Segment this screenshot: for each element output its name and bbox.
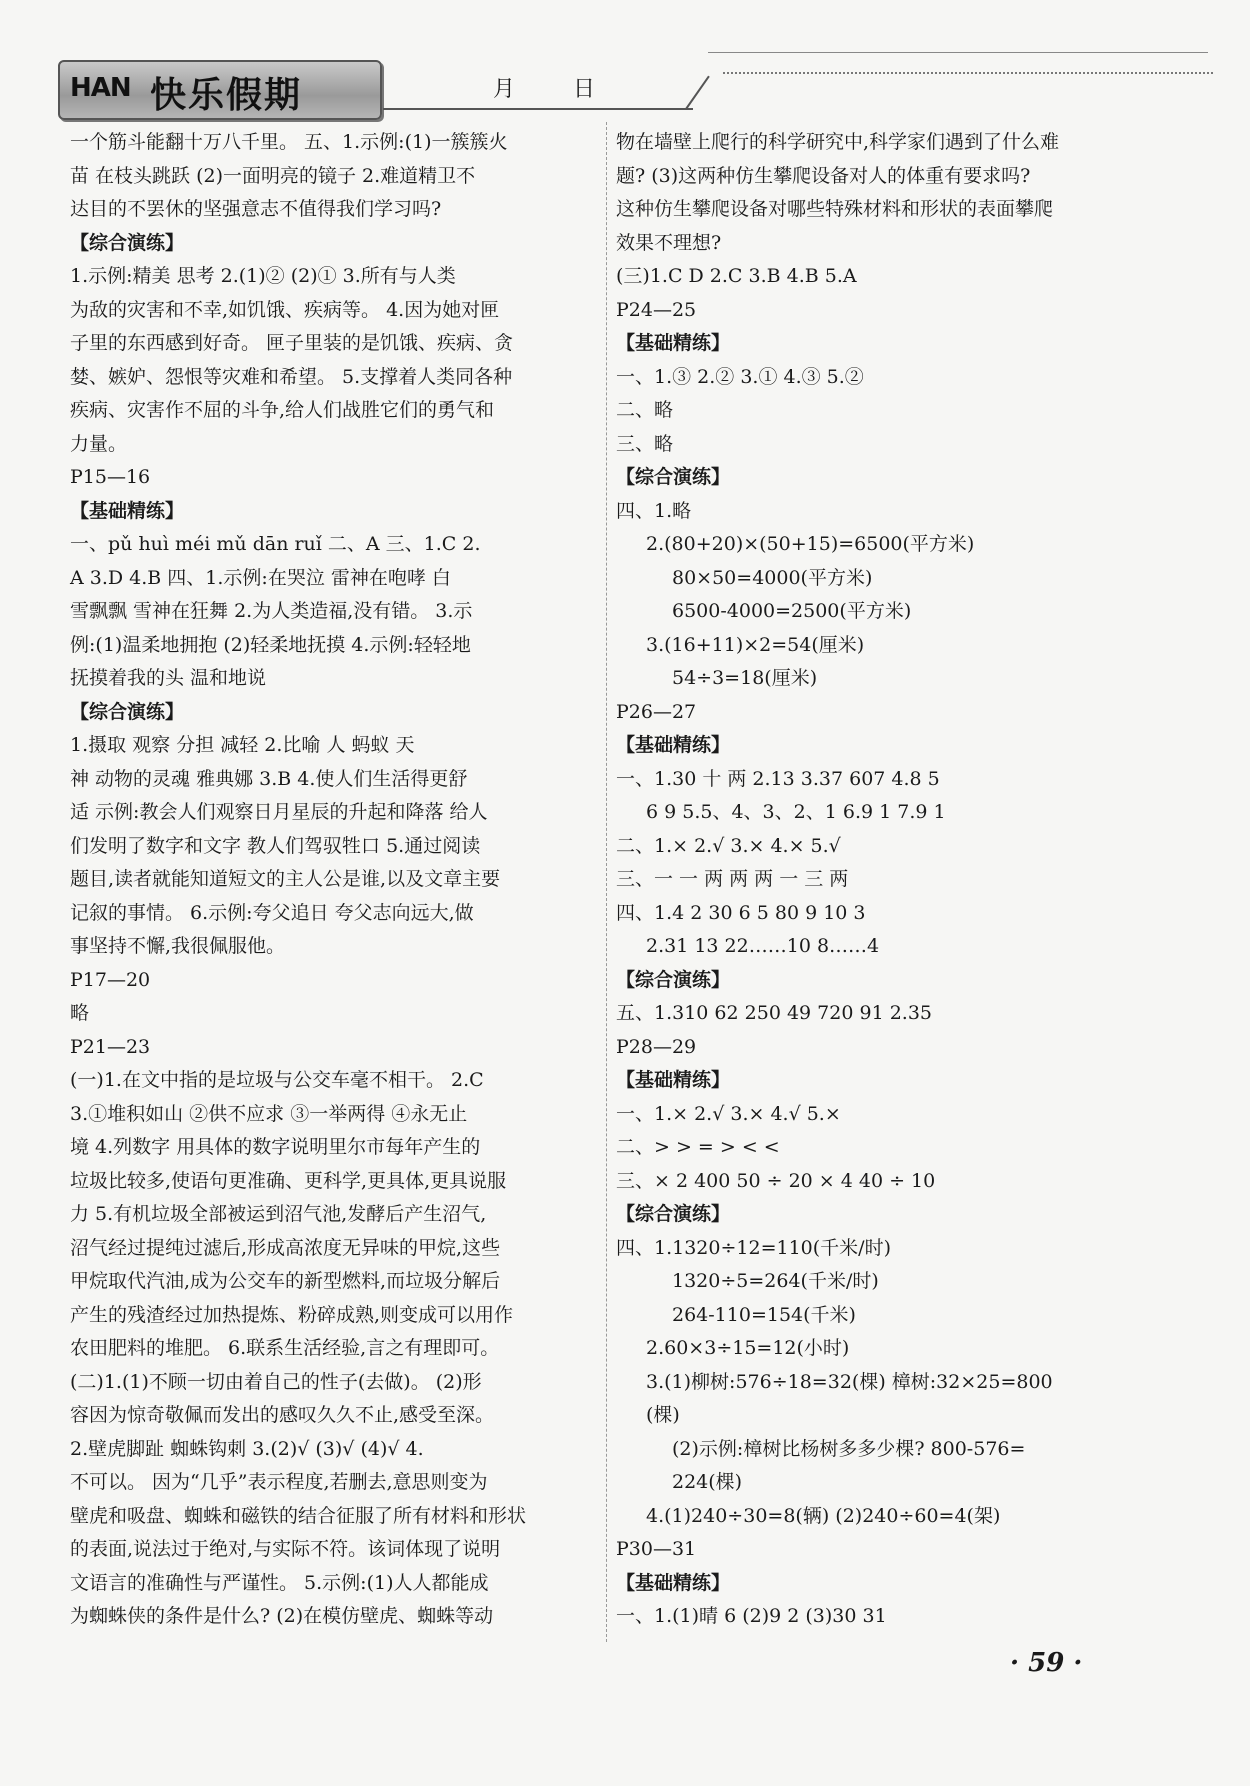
date-field — [383, 66, 693, 110]
answer-line: 6 9 5.5、4、3、2、1 6.9 1 7.9 1 — [646, 801, 946, 823]
answer-line: 甲烷取代汽油,成为公交车的新型燃料,而垃圾分解后 — [70, 1270, 501, 1292]
answer-line: P24—25 — [616, 298, 697, 321]
answer-line: 【综合演练】 — [70, 700, 185, 723]
answer-line: 【综合演练】 — [616, 968, 731, 991]
answer-line: 沼气经过提纯过滤后,形成高浓度无异味的甲烷,这些 — [70, 1236, 501, 1259]
answer-line: 垃圾比较多,使语句更准确、更科学,更具体,更具说服 — [70, 1169, 507, 1192]
answer-line: (一)1.在文中指的是垃圾与公交车毫不相干。 2.C — [70, 1069, 484, 1091]
answer-line: (二)1.(1)不顾一切由着自己的性子(去做)。 (2)形 — [70, 1370, 482, 1393]
answer-line: 物在墙壁上爬行的科学研究中,科学家们遇到了什么难 — [616, 131, 1060, 153]
answer-line: 80×50=4000(平方米) — [672, 566, 873, 589]
answer-line: P28—29 — [616, 1035, 697, 1058]
left-column — [70, 126, 598, 1634]
answer-line: 一个筋斗能翻十万八千里。 五、1.示例:(1)一簇簇火 — [70, 131, 508, 153]
answer-line: 三、一 一 两 两 两 一 三 两 — [616, 868, 849, 890]
answer-line: 2.31 13 22……10 8……4 — [646, 935, 880, 957]
answer-line: 2.壁虎脚趾 蜘蛛钩刺 3.(2)√ (3)√ (4)√ 4. — [70, 1437, 424, 1460]
answer-line: 【综合演练】 — [616, 1203, 731, 1225]
answer-line: 文语言的准确性与严谨性。 5.示例:(1)人人都能成 — [70, 1571, 489, 1594]
answer-line: (棵) — [646, 1404, 680, 1426]
month-label: 月 — [493, 77, 516, 102]
answer-line: 【基础精练】 — [616, 332, 731, 354]
answer-line: 的表面,说法过于绝对,与实际不符。该词体现了说明 — [70, 1538, 501, 1560]
answer-line: 为蜘蛛侠的条件是什么? (2)在模仿壁虎、蜘蛛等动 — [70, 1605, 494, 1627]
answer-line: 54÷3=18(厘米) — [672, 667, 818, 689]
answer-line: 264-110=154(千米) — [672, 1303, 856, 1326]
day-label: 日 — [573, 77, 596, 102]
answer-line: 二、略 — [616, 399, 674, 421]
answer-line: 不可以。 因为“几乎”表示程度,若删去,意思则变为 — [70, 1471, 488, 1493]
answer-line: 3.(16+11)×2=54(厘米) — [646, 633, 865, 656]
answer-line: 一、1.30 十 两 2.13 3.37 607 4.8 5 — [616, 767, 940, 790]
answer-line: 们发明了数字和文字 教人们驾驭牲口 5.通过阅读 — [70, 834, 481, 857]
answer-line: 题? (3)这两种仿生攀爬设备对人的体重有要求吗? — [616, 164, 1031, 187]
answer-line: A 3.D 4.B 四、1.示例:在哭泣 雷神在咆哮 白 — [70, 566, 451, 589]
answer-line: 略 — [70, 1002, 90, 1024]
answer-line: 农田肥料的堆肥。 6.联系生活经验,言之有理即可。 — [70, 1337, 500, 1359]
right-column — [616, 126, 1178, 1634]
answer-line: 神 动物的灵魂 雅典娜 3.B 4.使人们生活得更舒 — [70, 767, 468, 790]
answer-line: 2.60×3÷15=12(小时) — [646, 1337, 850, 1359]
page-header — [58, 52, 1158, 122]
answer-line: 1320÷5=264(千米/时) — [672, 1270, 879, 1292]
answer-line: 1.摄取 观察 分担 减轻 2.比喻 人 蚂蚁 天 — [70, 734, 415, 756]
answer-line: 【基础精练】 — [70, 499, 185, 522]
answer-line: 3.(1)柳树:576÷18=32(棵) 樟树:32×25=800 — [646, 1370, 1053, 1393]
answer-line: (三)1.C D 2.C 3.B 4.B 5.A — [616, 265, 857, 287]
answer-line: 抚摸着我的头 温和地说 — [70, 667, 267, 689]
answer-line: 题目,读者就能知道短文的主人公是谁,以及文章主要 — [70, 868, 501, 890]
answer-line: 效果不理想? — [616, 231, 722, 254]
header-top-rule — [708, 52, 1208, 53]
logo-title: 快乐假期 — [150, 75, 303, 116]
answer-line: 婪、嫉妒、怨恨等灾难和希望。 5.支撑着人类同各种 — [70, 365, 513, 388]
answer-line: 一、1.(1)晴 6 (2)9 2 (3)30 31 — [616, 1605, 887, 1627]
answer-line: 四、1.略 — [616, 499, 692, 522]
answer-line: 达目的不罢休的坚强意志不值得我们学习吗? — [70, 198, 442, 220]
answer-line: 这种仿生攀爬设备对哪些特殊材料和形状的表面攀爬 — [616, 198, 1054, 220]
answer-line: 三、× 2 400 50 ÷ 20 × 4 40 ÷ 10 — [616, 1169, 936, 1192]
answer-line: 一、1.③ 2.② 3.① 4.③ 5.② — [616, 365, 864, 388]
answer-line: 【基础精练】 — [616, 1571, 731, 1594]
answer-line: 四、1.1320÷12=110(千米/时) — [616, 1236, 891, 1259]
answer-line: (2)示例:樟树比杨树多多少棵? 800-576= — [672, 1437, 1026, 1460]
answer-line: 力 5.有机垃圾全部被运到沼气池,发酵后产生沼气, — [70, 1203, 487, 1225]
answer-line: 2.(80+20)×(50+15)=6500(平方米) — [646, 533, 975, 555]
answer-line: 一、1.× 2.√ 3.× 4.√ 5.× — [616, 1102, 841, 1125]
answer-line: P21—23 — [70, 1035, 151, 1058]
answer-line: 四、1.4 2 30 6 5 80 9 10 3 — [616, 901, 866, 924]
answer-line: 二、> > = > < < — [616, 1136, 780, 1158]
logo-banner — [58, 60, 382, 120]
header-dotted-rule — [723, 72, 1213, 74]
answer-line: 子里的东西感到好奇。 匣子里装的是饥饿、疾病、贪 — [70, 332, 514, 354]
answer-line: 224(棵) — [672, 1471, 743, 1493]
answer-line: P15—16 — [70, 466, 151, 488]
answer-line: 【综合演练】 — [616, 466, 731, 488]
answer-line: 苗 在枝头跳跃 (2)一面明亮的镜子 2.难道精卫不 — [70, 164, 476, 187]
answer-line: 产生的残渣经过加热提炼、粉碎成熟,则变成可以用作 — [70, 1303, 514, 1326]
answer-line: P30—31 — [616, 1538, 697, 1560]
answer-line: 3.①堆积如山 ②供不应求 ③一举两得 ④永无止 — [70, 1102, 468, 1125]
logo-han-text: HAN — [70, 73, 131, 103]
answer-line: 雪飘飘 雪神在狂舞 2.为人类造福,没有错。 3.示 — [70, 600, 473, 622]
answer-line: 力量。 — [70, 432, 128, 455]
answer-line: 为敌的灾害和不幸,如饥饿、疾病等。 4.因为她对匣 — [70, 298, 500, 321]
answer-line: 事坚持不懈,我很佩服他。 — [70, 935, 286, 957]
answer-line: 疾病、灾害作不屈的斗争,给人们战胜它们的勇气和 — [70, 399, 495, 421]
answer-line: 记叙的事情。 6.示例:夸父追日 夸父志向远大,做 — [70, 901, 474, 924]
answer-line: P17—20 — [70, 968, 151, 991]
answer-line: 【基础精练】 — [616, 734, 731, 756]
answer-line: 一、pǔ huì méi mǔ dān ruǐ 二、A 三、1.C 2. — [70, 533, 481, 555]
answer-line: P26—27 — [616, 700, 697, 723]
answer-line: 【综合演练】 — [70, 231, 185, 254]
answer-line: 五、1.310 62 250 49 720 91 2.35 — [616, 1002, 932, 1024]
column-divider — [606, 122, 607, 1642]
answer-line: 6500-4000=2500(平方米) — [672, 600, 912, 622]
answer-line: 三、略 — [616, 432, 674, 455]
answer-line: 1.示例:精美 思考 2.(1)② (2)① 3.所有与人类 — [70, 265, 456, 287]
answer-line: 容因为惊奇敬佩而发出的感叹久久不止,感受至深。 — [70, 1404, 495, 1426]
answer-line: 二、1.× 2.√ 3.× 4.× 5.√ — [616, 834, 841, 857]
answer-line: 例:(1)温柔地拥抱 (2)轻柔地抚摸 4.示例:轻轻地 — [70, 633, 471, 656]
answer-line: 适 示例:教会人们观察日月星辰的升起和降落 给人 — [70, 801, 488, 823]
answer-line: 【基础精练】 — [616, 1069, 731, 1091]
page-number: · 59 · — [1010, 1648, 1083, 1678]
answer-line: 壁虎和吸盘、蜘蛛和磁铁的结合征服了所有材料和形状 — [70, 1504, 527, 1527]
answer-line: 境 4.列数字 用具体的数字说明里尔市每年产生的 — [70, 1136, 481, 1158]
answer-line: 4.(1)240÷30=8(辆) (2)240÷60=4(架) — [646, 1504, 1001, 1527]
